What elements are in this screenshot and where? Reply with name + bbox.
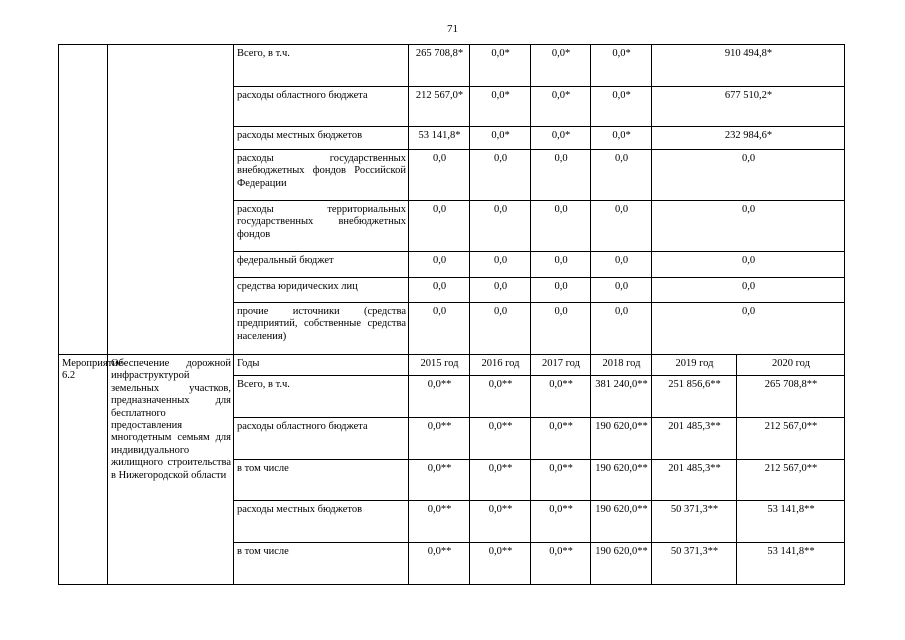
table-row — [59, 45, 845, 87]
row-label: в том числе — [234, 460, 409, 501]
value-2019-2020: 0,0 — [652, 252, 845, 278]
value-2019-2020: 232 984,6* — [652, 127, 845, 150]
measure-name: Обеспечение дорожной инфраструктурой земельных участков, предназначенных для бесплатного предоставления многодетным семьям для индивидуального жилищного строительства в Нижегородской области — [108, 355, 234, 585]
row-label: Всего, в т.ч. — [234, 376, 409, 418]
value-2019-2020: 910 494,8* — [652, 45, 845, 87]
value-2020: 53 141,8** — [737, 501, 845, 543]
year-2017: 2017 год — [531, 355, 591, 376]
value-2019-2020: 677 510,2* — [652, 87, 845, 127]
value-2016: 0,0** — [470, 418, 531, 460]
value-2015: 0,0 — [409, 303, 470, 355]
value-2015: 0,0** — [409, 501, 470, 543]
value-2015: 0,0 — [409, 252, 470, 278]
value-2015: 0,0** — [409, 376, 470, 418]
value-2016: 0,0 — [470, 278, 531, 303]
value-2017: 0,0* — [531, 127, 591, 150]
empty-name-cell — [108, 45, 234, 355]
value-2015: 265 708,8* — [409, 45, 470, 87]
empty-code-cell — [59, 45, 108, 355]
value-2019-2020: 0,0 — [652, 303, 845, 355]
value-2018: 190 620,0** — [591, 543, 652, 585]
value-2016: 0,0** — [470, 376, 531, 418]
value-2020: 212 567,0** — [737, 418, 845, 460]
year-2015: 2015 год — [409, 355, 470, 376]
value-2020: 53 141,8** — [737, 543, 845, 585]
value-2016: 0,0 — [470, 303, 531, 355]
year-2016: 2016 год — [470, 355, 531, 376]
row-label: расходы местных бюджетов — [234, 501, 409, 543]
value-2019: 201 485,3** — [652, 460, 737, 501]
value-2015: 212 567,0* — [409, 87, 470, 127]
value-2016: 0,0 — [470, 252, 531, 278]
table-header-row — [59, 355, 845, 376]
value-2019-2020: 0,0 — [652, 278, 845, 303]
value-2016: 0,0** — [470, 501, 531, 543]
value-2017: 0,0** — [531, 418, 591, 460]
value-2019: 201 485,3** — [652, 418, 737, 460]
page-number: 71 — [447, 23, 458, 35]
row-label: расходы государственных внебюджетных фондов Российской Федерации — [234, 150, 409, 201]
value-2018: 0,0 — [591, 252, 652, 278]
value-2018: 190 620,0** — [591, 501, 652, 543]
value-2017: 0,0 — [531, 303, 591, 355]
year-2019: 2019 год — [652, 355, 737, 376]
value-2016: 0,0 — [470, 201, 531, 252]
value-2019: 50 371,3** — [652, 501, 737, 543]
value-2019-2020: 0,0 — [652, 150, 845, 201]
value-2016: 0,0** — [470, 543, 531, 585]
value-2019: 50 371,3** — [652, 543, 737, 585]
row-label: прочие источники (средства предприятий, собственные средства населения) — [234, 303, 409, 355]
year-2018: 2018 год — [591, 355, 652, 376]
value-2017: 0,0 — [531, 201, 591, 252]
value-2017: 0,0 — [531, 278, 591, 303]
value-2015: 0,0** — [409, 543, 470, 585]
row-label: Всего, в т.ч. — [234, 45, 409, 87]
value-2015: 0,0 — [409, 278, 470, 303]
value-2016: 0,0** — [470, 460, 531, 501]
row-label: расходы областного бюджета — [234, 87, 409, 127]
row-label: федеральный бюджет — [234, 252, 409, 278]
years-label: Годы — [234, 355, 409, 376]
value-2016: 0,0 — [470, 150, 531, 201]
value-2018: 0,0* — [591, 87, 652, 127]
value-2018: 0,0* — [591, 127, 652, 150]
value-2018: 0,0 — [591, 201, 652, 252]
value-2018: 0,0 — [591, 278, 652, 303]
value-2016: 0,0* — [470, 127, 531, 150]
measure-code: Мероприятие 6.2 — [59, 355, 108, 585]
value-2017: 0,0 — [531, 150, 591, 201]
row-label: расходы областного бюджета — [234, 418, 409, 460]
value-2018: 0,0 — [591, 303, 652, 355]
value-2015: 0,0 — [409, 150, 470, 201]
value-2015: 53 141,8* — [409, 127, 470, 150]
row-label: расходы местных бюджетов — [234, 127, 409, 150]
row-label: в том числе — [234, 543, 409, 585]
value-2017: 0,0** — [531, 376, 591, 418]
year-2020: 2020 год — [737, 355, 845, 376]
value-2018: 381 240,0** — [591, 376, 652, 418]
value-2016: 0,0* — [470, 87, 531, 127]
value-2015: 0,0** — [409, 418, 470, 460]
value-2020: 212 567,0** — [737, 460, 845, 501]
value-2018: 0,0 — [591, 150, 652, 201]
value-2015: 0,0** — [409, 460, 470, 501]
value-2017: 0,0** — [531, 460, 591, 501]
value-2018: 0,0* — [591, 45, 652, 87]
row-label: расходы территориальных государственных внебюджетных фондов — [234, 201, 409, 252]
value-2019: 251 856,6** — [652, 376, 737, 418]
value-2018: 190 620,0** — [591, 418, 652, 460]
value-2020: 265 708,8** — [737, 376, 845, 418]
value-2018: 190 620,0** — [591, 460, 652, 501]
value-2017: 0,0* — [531, 87, 591, 127]
row-label: средства юридических лиц — [234, 278, 409, 303]
value-2017: 0,0* — [531, 45, 591, 87]
value-2019-2020: 0,0 — [652, 201, 845, 252]
value-2015: 0,0 — [409, 201, 470, 252]
value-2016: 0,0* — [470, 45, 531, 87]
value-2017: 0,0 — [531, 252, 591, 278]
value-2017: 0,0** — [531, 501, 591, 543]
financing-table — [58, 44, 845, 585]
value-2017: 0,0** — [531, 543, 591, 585]
